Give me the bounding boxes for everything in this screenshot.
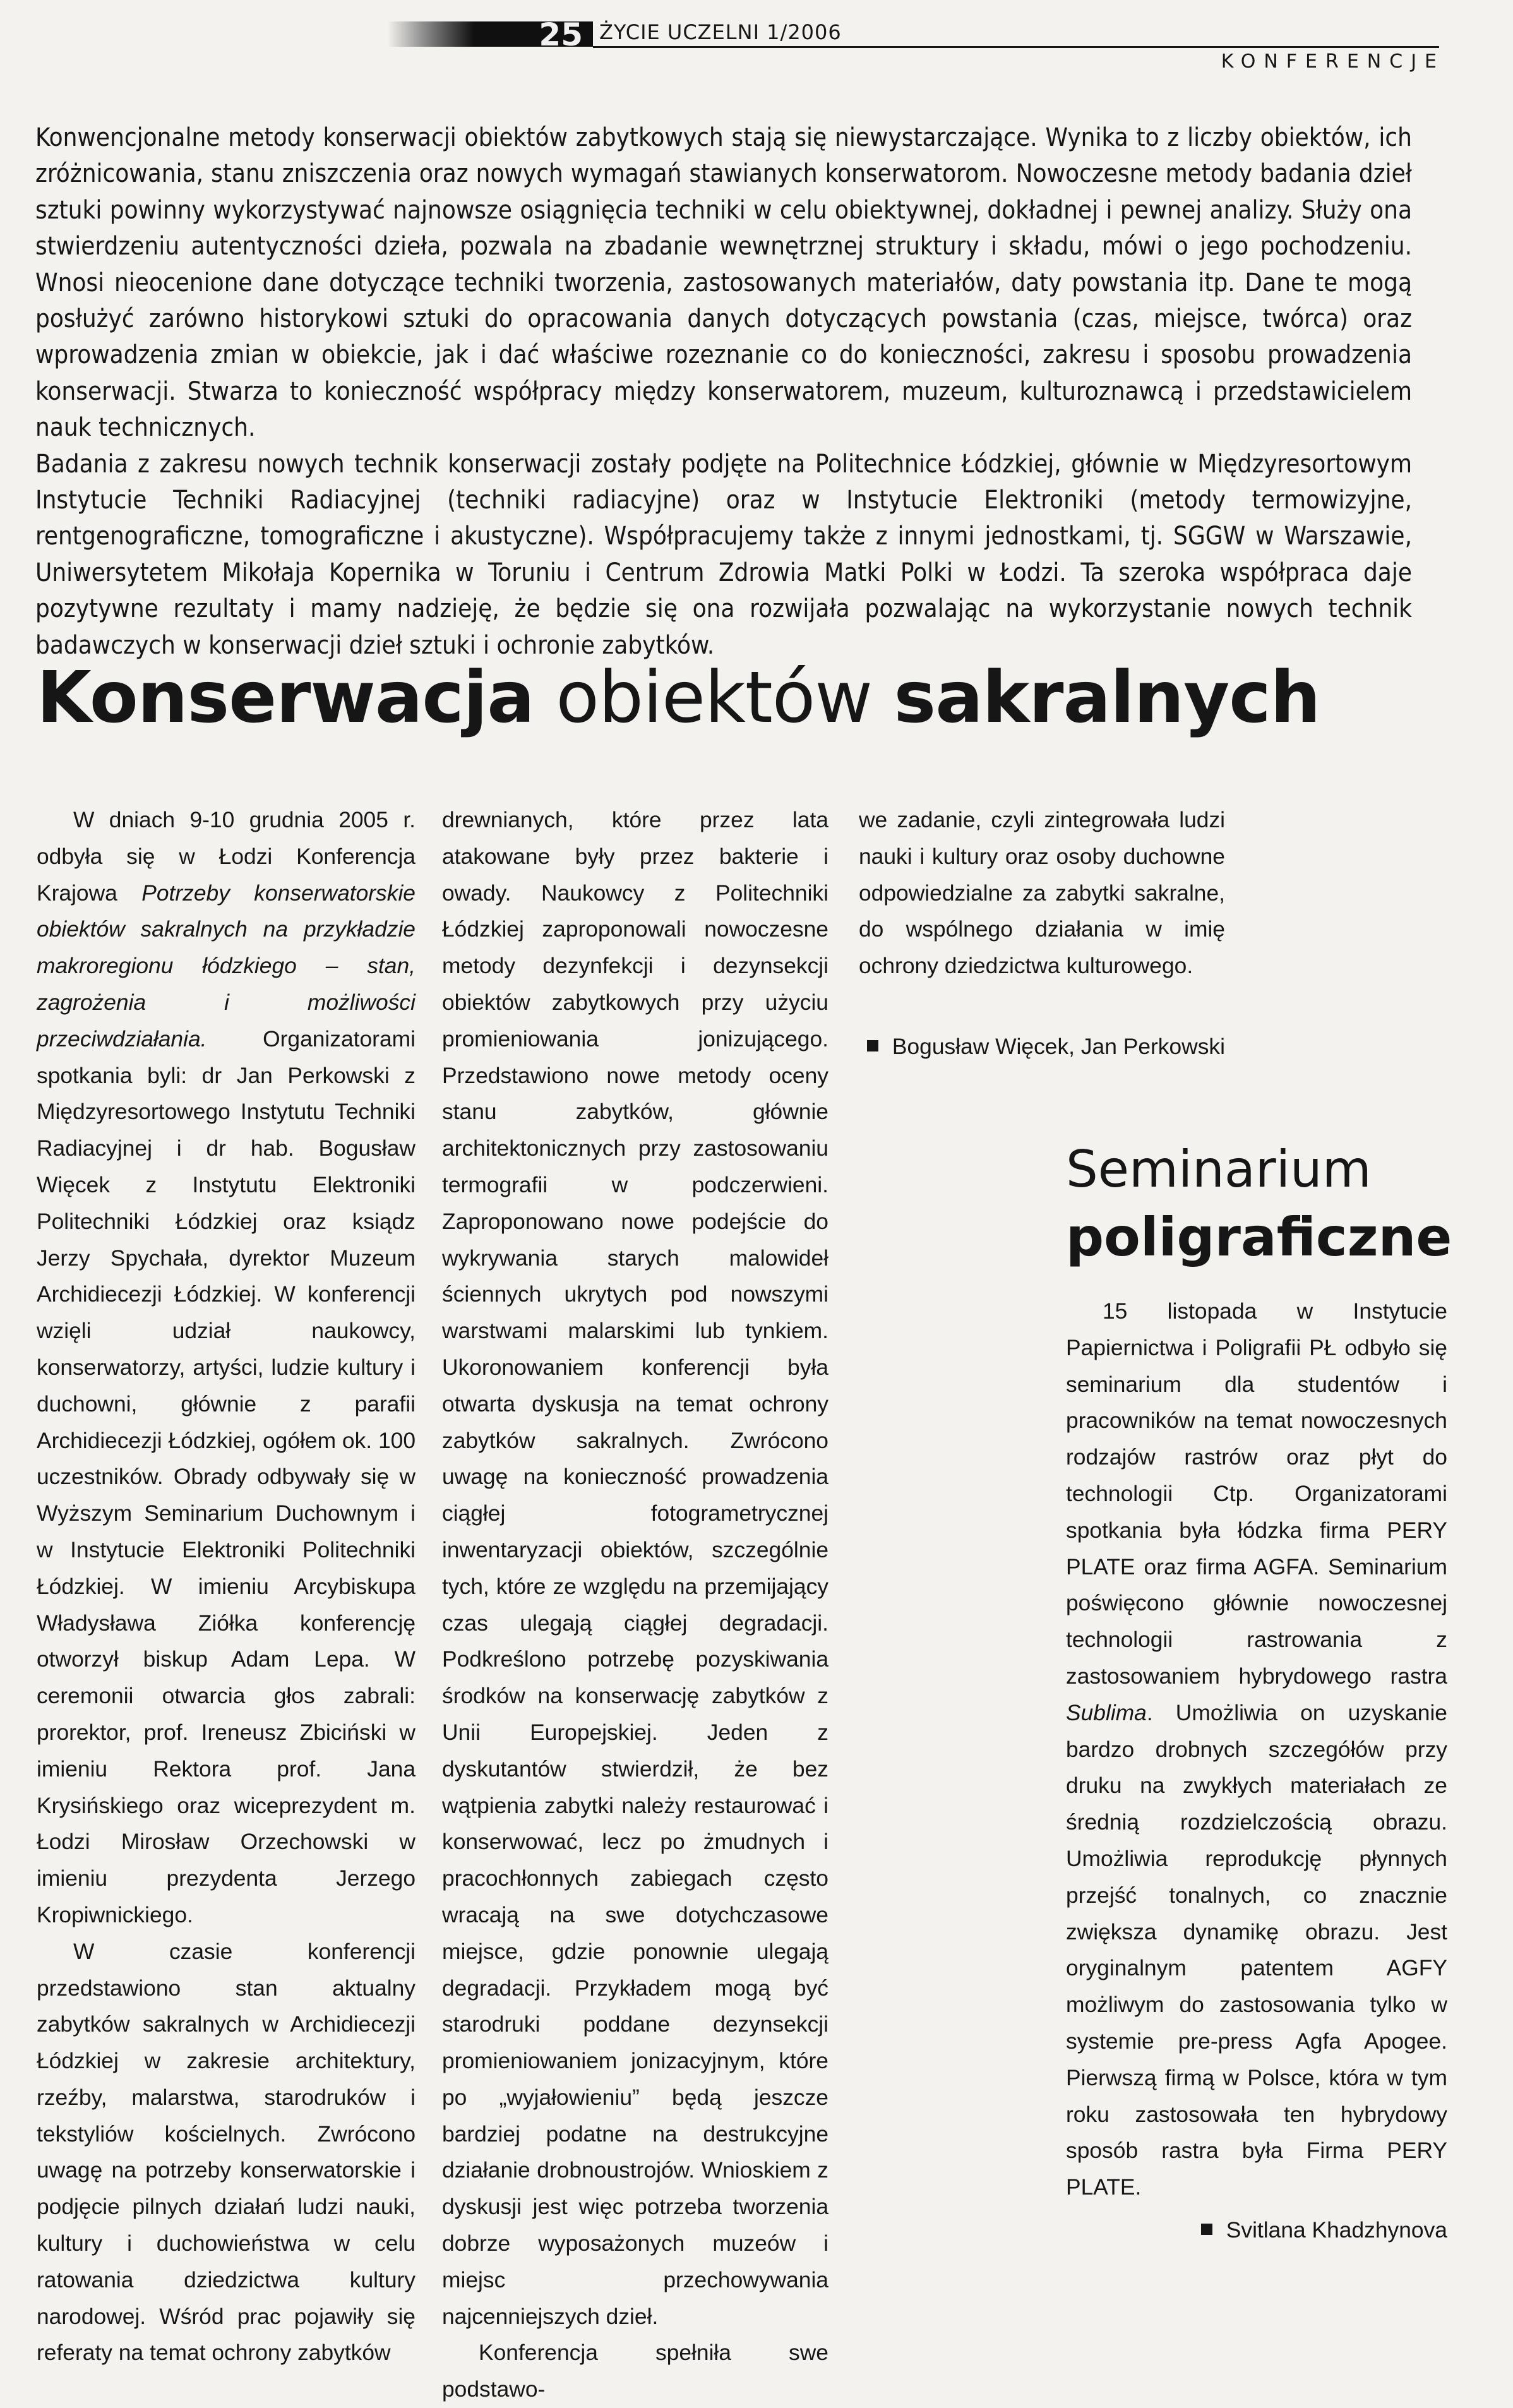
text-run: Organizatorami spotkania byli: dr Jan Perkowski z Międzyresortowego Instytutu Techniki Radiacyjnej i dr hab. Bogusław Więcek z Instytutu Elektroniki Politechniki Łódzkiej oraz ksiądz Jerzy Spychała, dyrektor Muzeum Archidiecezji Łódzkiej. W konferencji wzięli udział naukowcy, konserwatorzy, artyści, ludzie kultury i duchowni, głównie z parafii Archidiecezji Łódzkiej, ogółem ok. 100 uczestników. Obrady odbywały się w Wyższym Seminarium Duchownym i w Instytucie Elektroniki Politechniki Łódzkiej. W imieniu Arcybiskupa Władysława Ziółka konferencję otworzył biskup Adam Lepa. W ceremonii otwarcia głos zabrali: prorektor, prof. Ireneusz Zbiciński w imieniu Rektora prof. Jana Krysińskiego oraz wiceprezydent m. Łodzi Mirosław Orzechowski w imieniu prezydenta Jerzego Kropiwnickiego. <box>37 1026 416 1927</box>
page-number: 25 <box>539 16 583 53</box>
journal-name: ŻYCIE UCZELNI 1/2006 <box>599 20 842 44</box>
square-bullet-icon <box>867 1040 878 1051</box>
page-number-badge <box>388 16 593 53</box>
article-column-2 <box>442 802 828 2408</box>
text-run: . Umożliwia on uzyskanie bardzo drobnych szczegółów przy druku na zwykłych materiałach ze średnią rozdzielczością obrazu. Umożliwia reprodukcję płynnych przejść tonalnych, co znacznie zwiększa dynamikę obrazu. Jest oryginalnym patentem AGFY możliwym do zastosowania tylko w systemie pre-press Agfa Apogee. Pierwszą firmą w Polsce, która w tym roku zastosowała ten hybrydowy sposób rastra była Firma PERY PLATE. <box>1066 1699 1447 2200</box>
article-column-3 <box>859 802 1225 1065</box>
article-headline <box>37 657 1320 739</box>
intro-paragraph-2: Badania z zakresu nowych technik konserwacji zostały podjęte na Politechnice Łódzkiej, głównie w Międzyresortowym Instytucie Techniki Radiacyjnej (techniki radiacyjne) oraz w Instytucie Elektroniki (metody termowizyjne, rentgenograficzne, tomograficzne i akustyczne). Współpracujemy także z innymi jednostkami, tj. SGGW w Warszawie, Uniwersytetem Mikołaja Kopernika w Toruniu i Centrum Zdrowia Matki Polki w Łodzi. Ta szeroka współpraca daje pozytywne rezultaty i mamy nadzieję, że będzie się ona rozwijała pozwalając na wykorzystanie nowych technik badawczych w konserwacji dzieł sztuki i ochronie zabytków. <box>35 449 1412 660</box>
article-column-1 <box>37 802 416 2371</box>
column-2-paragraph-2: Konferencja spełniła swe podstawo- <box>442 2340 828 2402</box>
article-1-signature <box>859 1029 1225 1065</box>
intro-paragraph-1: Konwencjonalne metody konserwacji obiektów zabytkowych stają się niewystarczające. Wynika to z liczby obiektów, ich zróżnicowania, stanu zniszczenia oraz nowych wymagań stawianych konserwatorom. Nowoczesne metody badania dzieł sztuki powinny wykorzystywać najnowsze osiągnięcia techniki w celu obiektywnej, dokładnej i pewnej analizy. Służy ona stwierdzeniu autentyczności dzieła, pozwala na zbadanie wewnętrznej struktury i składu, mówi o jego pochodzeniu. Wnosi nieocenione dane dotyczące techniki tworzenia, zastosowanych materiałów, daty powstania itp. Dane te mogą posłużyć zarówno historykowi sztuki do opracowania danych dotyczących powstania (czas, miejsce, twórca) oraz wprowadzenia zmian w obiekcie, jak i dać właściwe rozeznanie co do konieczności, zakresu i sposobu prowadzenia konserwacji. Stwarza to konieczność współpracy między konserwatorem, muzeum, kulturoznawcą i przedstawicielem nauk technicznych. <box>35 123 1412 443</box>
column-3-paragraph-1: we zadanie, czyli zintegrowała ludzi nauki i kultury oraz osoby duchowne odpowiedzialne za zabytki sakralne, do wspólnego działania w imię ochrony dziedzictwa kulturowego. <box>859 807 1225 979</box>
seminar-headline <box>1066 1137 1457 1272</box>
column-2-paragraph-1: drewnianych, które przez lata atakowane były przez bakterie i owady. Naukowcy z Politechniki Łódzkiej zaproponowali nowoczesne metody dezynfekcji i dezynsekcji obiektów zabytkowych przy użyciu promieniowania jonizującego. Przedstawiono nowe metody oceny stanu zabytków, głównie architektonicznych przy zastosowaniu termografii w podczerwieni. Zaproponowano nowe podejście do wykrywania starych malowideł ściennych ukrytych pod nowszymi warstwami malarskimi lub tynkiem. Ukoronowaniem konferencji była otwarta dyskusja na temat ochrony zabytków sakralnych. Zwrócono uwagę na konieczność prowadzenia ciągłej fotogrametrycznej inwentaryzacji obiektów, szczególnie tych, które ze względu na przemijający czas ulegają ciągłej degradacji. Podkreślono potrzebę pozyskiwania środków na konserwację zabytków z Unii Europejskiej. Jeden z dyskutantów stwierdził, że bez wątpienia zabytki należy restaurować i konserwować, lecz po żmudnych i pracochłonnych zabiegach często wracają na swe dotychczasowe miejsce, gdzie ponownie ulegają degradacji. Przykładem mogą być starodruki poddane dezynsekcji promieniowaniem jonizacyjnym, które po „wyjałowieniu” będą jeszcze bardziej podatne na destrukcyjne działanie drobnoustrojów. Wnioskiem z dyskusji jest więc potrzeba tworzenia dobrze wyposażonych muzeów i miejsc przechowywania najcenniejszych dzieł. <box>442 807 828 2329</box>
seminar-paragraph <box>1066 1293 1447 2206</box>
seminar-title-line-1: Seminarium <box>1066 1140 1372 1199</box>
text-run: W dniach 9-10 grudnia 2005 r. odbyła się w Łodzi Konferencja Krajowa <box>37 807 416 906</box>
headline-word-2: obiektów <box>556 657 872 739</box>
intro-text <box>35 120 1412 664</box>
header-rule <box>593 46 1439 48</box>
signature-text: Svitlana Khadzhynova <box>1226 2217 1447 2243</box>
section-name: KONFERENCJE <box>1221 51 1445 73</box>
conference-title: Potrzeby konserwatorskie obiektów sakralnych na przykładzie makroregionu łódzkiego – stan, zagrożenia i możliwości przeciwdziałania. <box>37 880 416 1051</box>
signature-text: Bogusław Więcek, Jan Perkowski <box>892 1033 1225 1059</box>
text-run: 15 listopada w Instytucie Papiernictwa i Poligrafii PŁ odbyło się seminarium dla studentów i pracowników na temat nowoczesnych rodzajów rastrów oraz płyt do technologii Ctp. Organizatorami spotkania była łódzka firma PERY PLATE oraz firma AGFA. Seminarium poświęcono głównie nowoczesnej technologii rastrowania z zastosowaniem hybrydowego rastra <box>1066 1298 1447 1689</box>
seminar-title-line-2: poligraficzne <box>1066 1206 1452 1268</box>
seminar-column <box>1066 1293 1447 2249</box>
page-header <box>388 16 1438 53</box>
headline-word-1: Konserwacja <box>37 657 534 739</box>
headline-word-3: sakralnych <box>894 657 1320 739</box>
column-1-paragraph-1 <box>37 802 416 1934</box>
square-bullet-icon <box>1201 2224 1212 2235</box>
column-1-paragraph-2: W czasie konferencji przedstawiono stan aktualny zabytków sakralnych w Archidiecezji Łódzkiej w zakresie architektury, rzeźby, malarstwa, starodruków i tekstyliów kościelnych. Zwrócono uwagę na potrzeby konserwatorskie i podjęcie pilnych działań ludzi nauki, kultury i duchowieństwa w celu ratowania dziedzictwa kultury narodowej. Wśród prac pojawiły się referaty na temat ochrony zabytków <box>37 1938 416 2366</box>
product-name: Sublima <box>1066 1699 1147 1725</box>
article-2-signature <box>1066 2212 1447 2249</box>
